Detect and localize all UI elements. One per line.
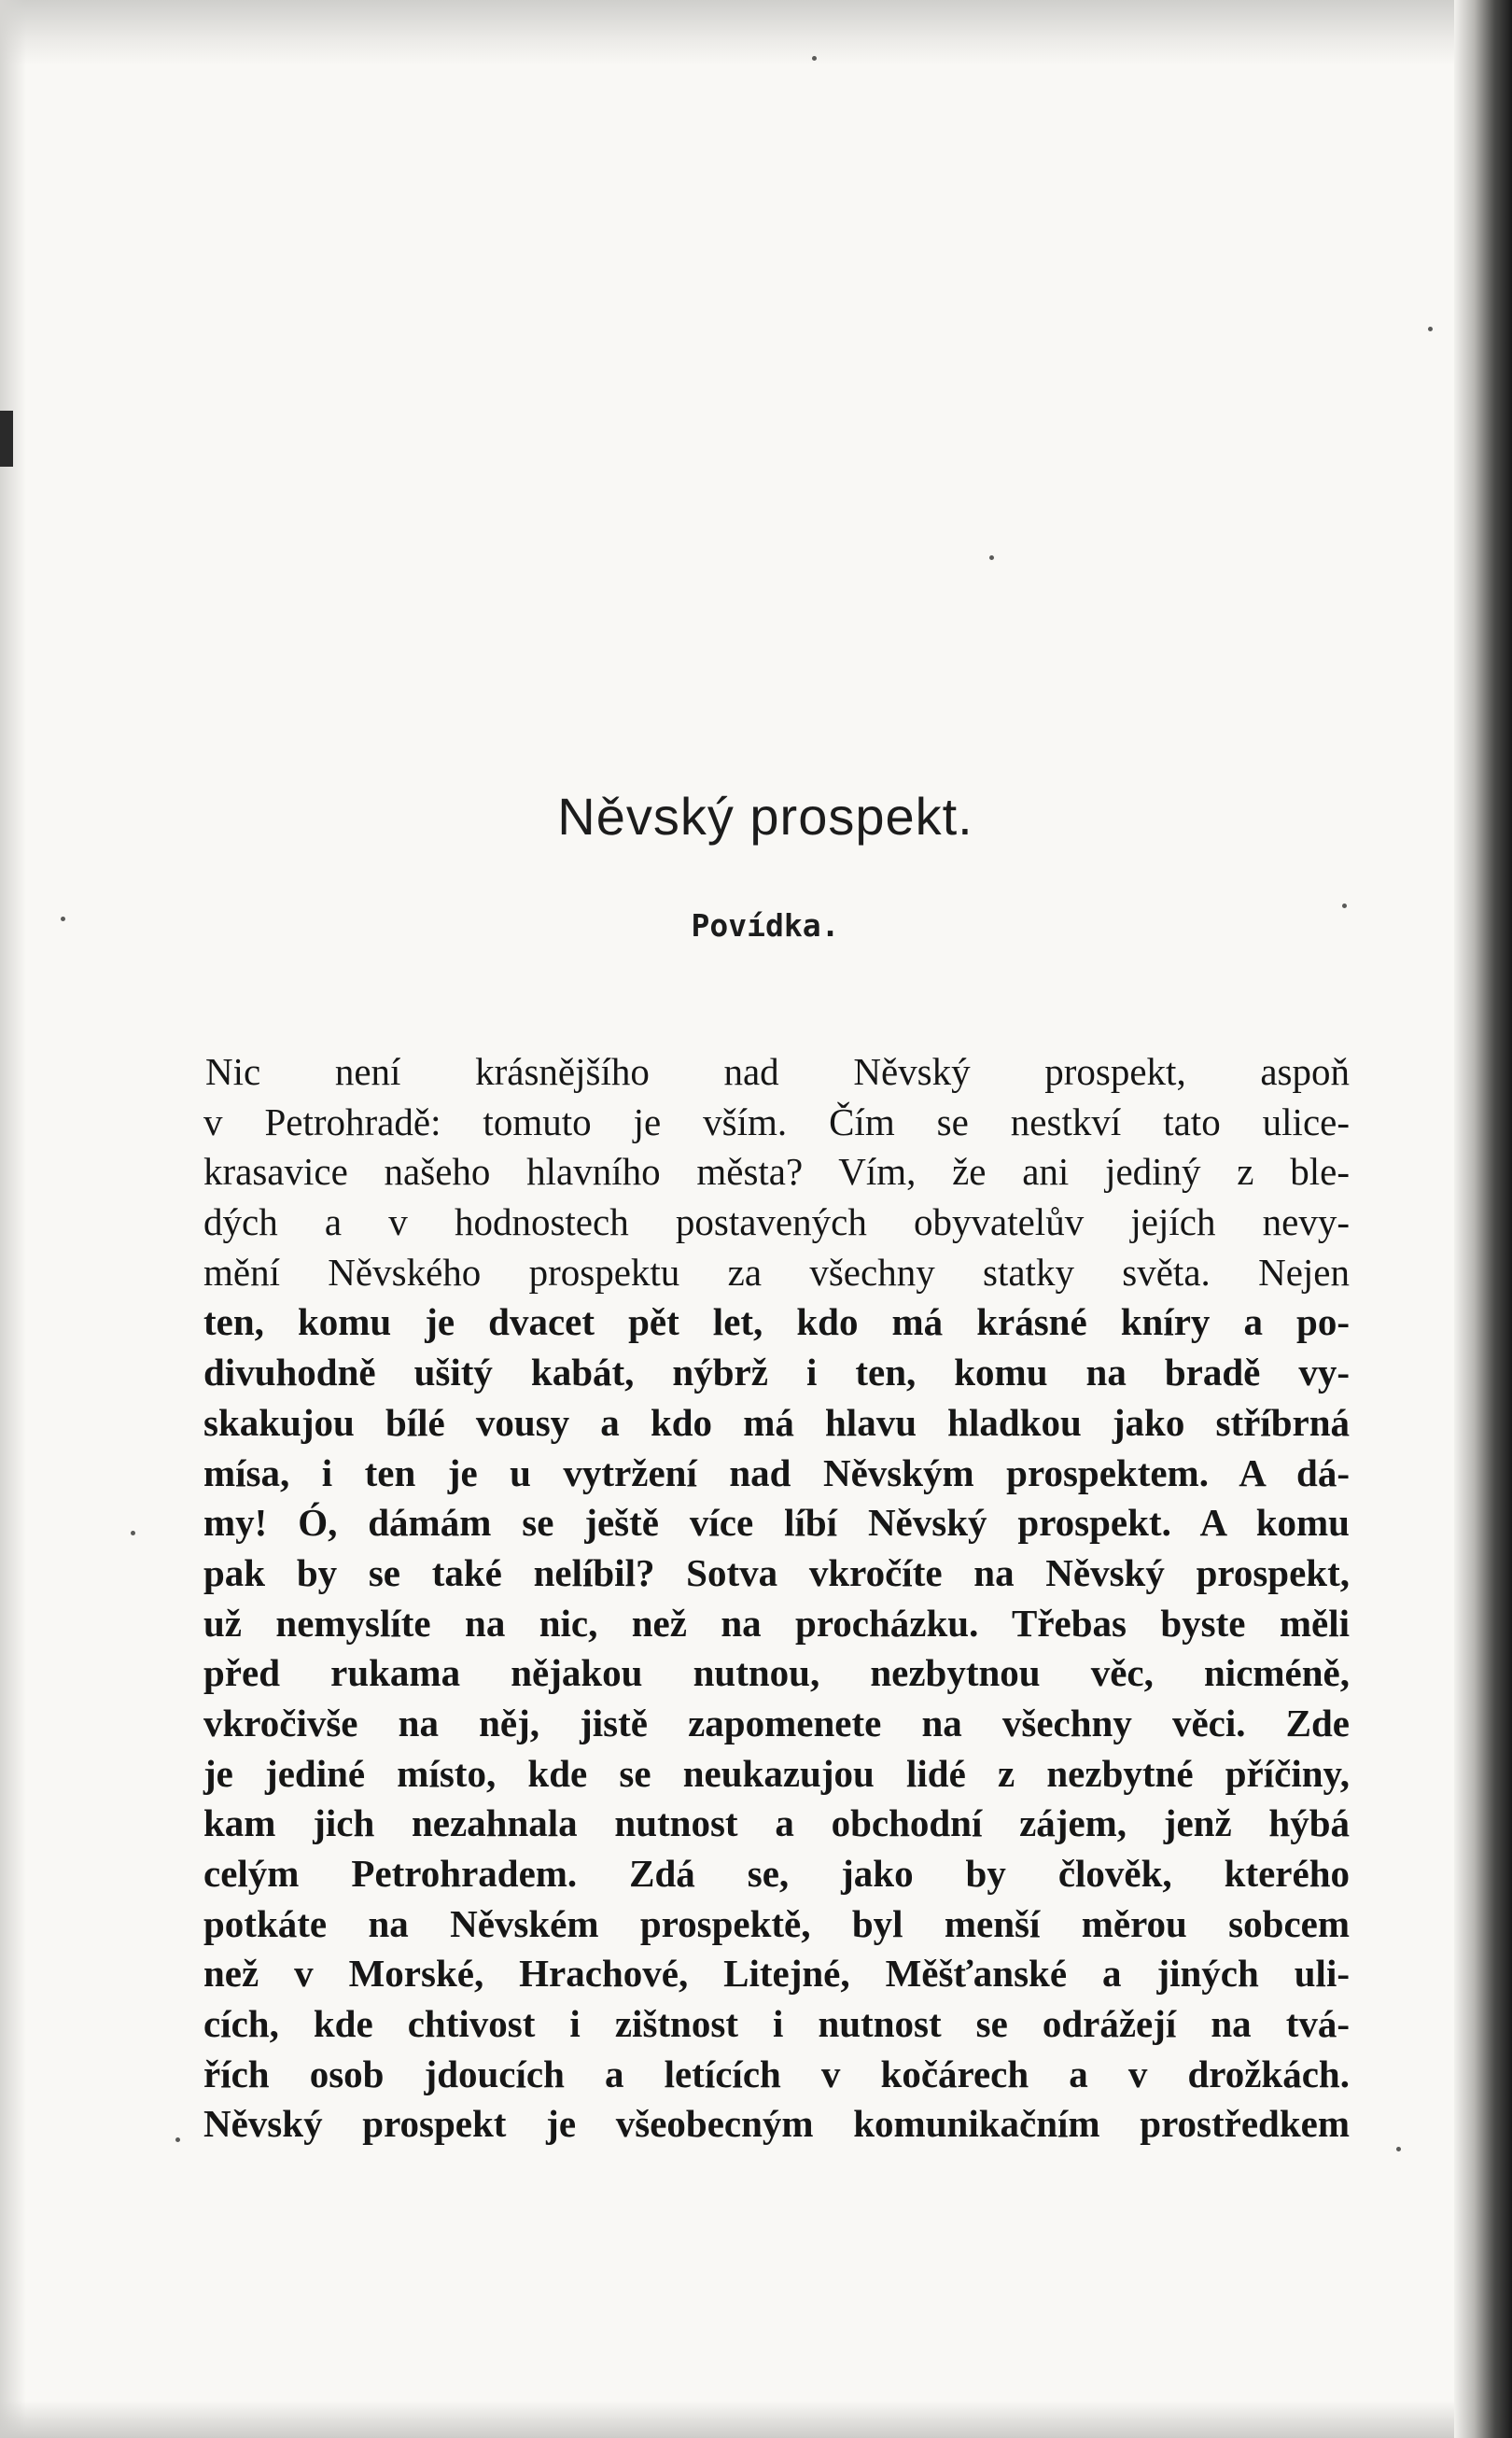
text-line: mísa, i ten je u vytržení nad Něvským prospektem. A dá- xyxy=(203,1450,1350,1494)
text-line: vkročivše na něj, jistě zapomenete na všechny věci. Zde xyxy=(203,1701,1350,1744)
text-line: ten, komu je dvacet pět let, kdo má krásné kníry a po- xyxy=(203,1300,1350,1344)
text-line: před rukama nějakou nutnou, nezbytnou věc, nicméně, xyxy=(203,1651,1350,1695)
page-shadow-top xyxy=(0,0,1512,65)
text-line: cích, kde chtivost i zištnost i nutnost se odrážejí na tvá- xyxy=(203,2002,1350,2046)
text-line: v Petrohradě: tomuto je vším. Čím se nestkví tato ulice- xyxy=(203,1100,1350,1143)
text-line: kam jich nezahnala nutnost a obchodní zájem, jenž hýbá xyxy=(203,1801,1350,1845)
text-line: řích osob jdoucích a letících v kočárech a v drožkách. xyxy=(203,2052,1350,2095)
scan-speck xyxy=(812,56,817,61)
body-paragraph xyxy=(203,1047,1350,2150)
text-line: skakujou bílé vousy a kdo má hlavu hladkou jako stříbrná xyxy=(203,1400,1350,1444)
scan-speck xyxy=(1396,2147,1401,2151)
chapter-title: Něvský prospekt. xyxy=(557,787,973,846)
text-line: už nemyslíte na nic, než na procházku. Třebas byste měli xyxy=(203,1601,1350,1645)
text-line: pak by se také nelíbil? Sotva vkročíte na Něvský prospekt, xyxy=(203,1550,1350,1594)
scan-speck xyxy=(989,555,994,560)
text-line: Nic není krásnějšího nad Něvský prospekt, aspoň xyxy=(205,1050,1350,1093)
text-line: potkáte na Něvském prospektě, byl menší měrou sobcem xyxy=(203,1901,1350,1945)
text-line: Něvský prospekt je všeobecným komunikačním prostředkem xyxy=(203,2102,1350,2146)
page-binding-edge xyxy=(1454,0,1512,2438)
text-line: krasavice našeho hlavního města? Vím, že ani jediný z ble- xyxy=(203,1150,1350,1194)
text-line: my! Ó, dámám se ještě více líbí Něvský prospekt. A komu xyxy=(203,1501,1350,1545)
text-line: mění Něvského prospektu za všechny statky světa. Nejen xyxy=(203,1250,1350,1294)
scan-speck xyxy=(175,2137,180,2142)
page-shadow-bottom xyxy=(0,2401,1512,2438)
text-line: je jediné místo, kde se neukazujou lidé z nezbytné příčiny, xyxy=(203,1751,1350,1795)
scan-edge-mark xyxy=(0,411,13,467)
scan-speck xyxy=(131,1531,135,1535)
text-line: než v Morské, Hrachové, Litejné, Měšťanské a jiných uli- xyxy=(203,1952,1350,1996)
text-line: dých a v hodnostech postavených obyvatelův jejích nevy- xyxy=(203,1200,1350,1244)
scan-speck xyxy=(1428,327,1433,331)
text-line: celým Petrohradem. Zdá se, jako by člověk, kterého xyxy=(203,1852,1350,1895)
text-line: divuhodně ušitý kabát, nýbrž i ten, komu na bradě vy- xyxy=(203,1351,1350,1394)
page-shadow-left xyxy=(0,0,26,2438)
chapter-subtitle: Povídka. xyxy=(691,907,840,944)
